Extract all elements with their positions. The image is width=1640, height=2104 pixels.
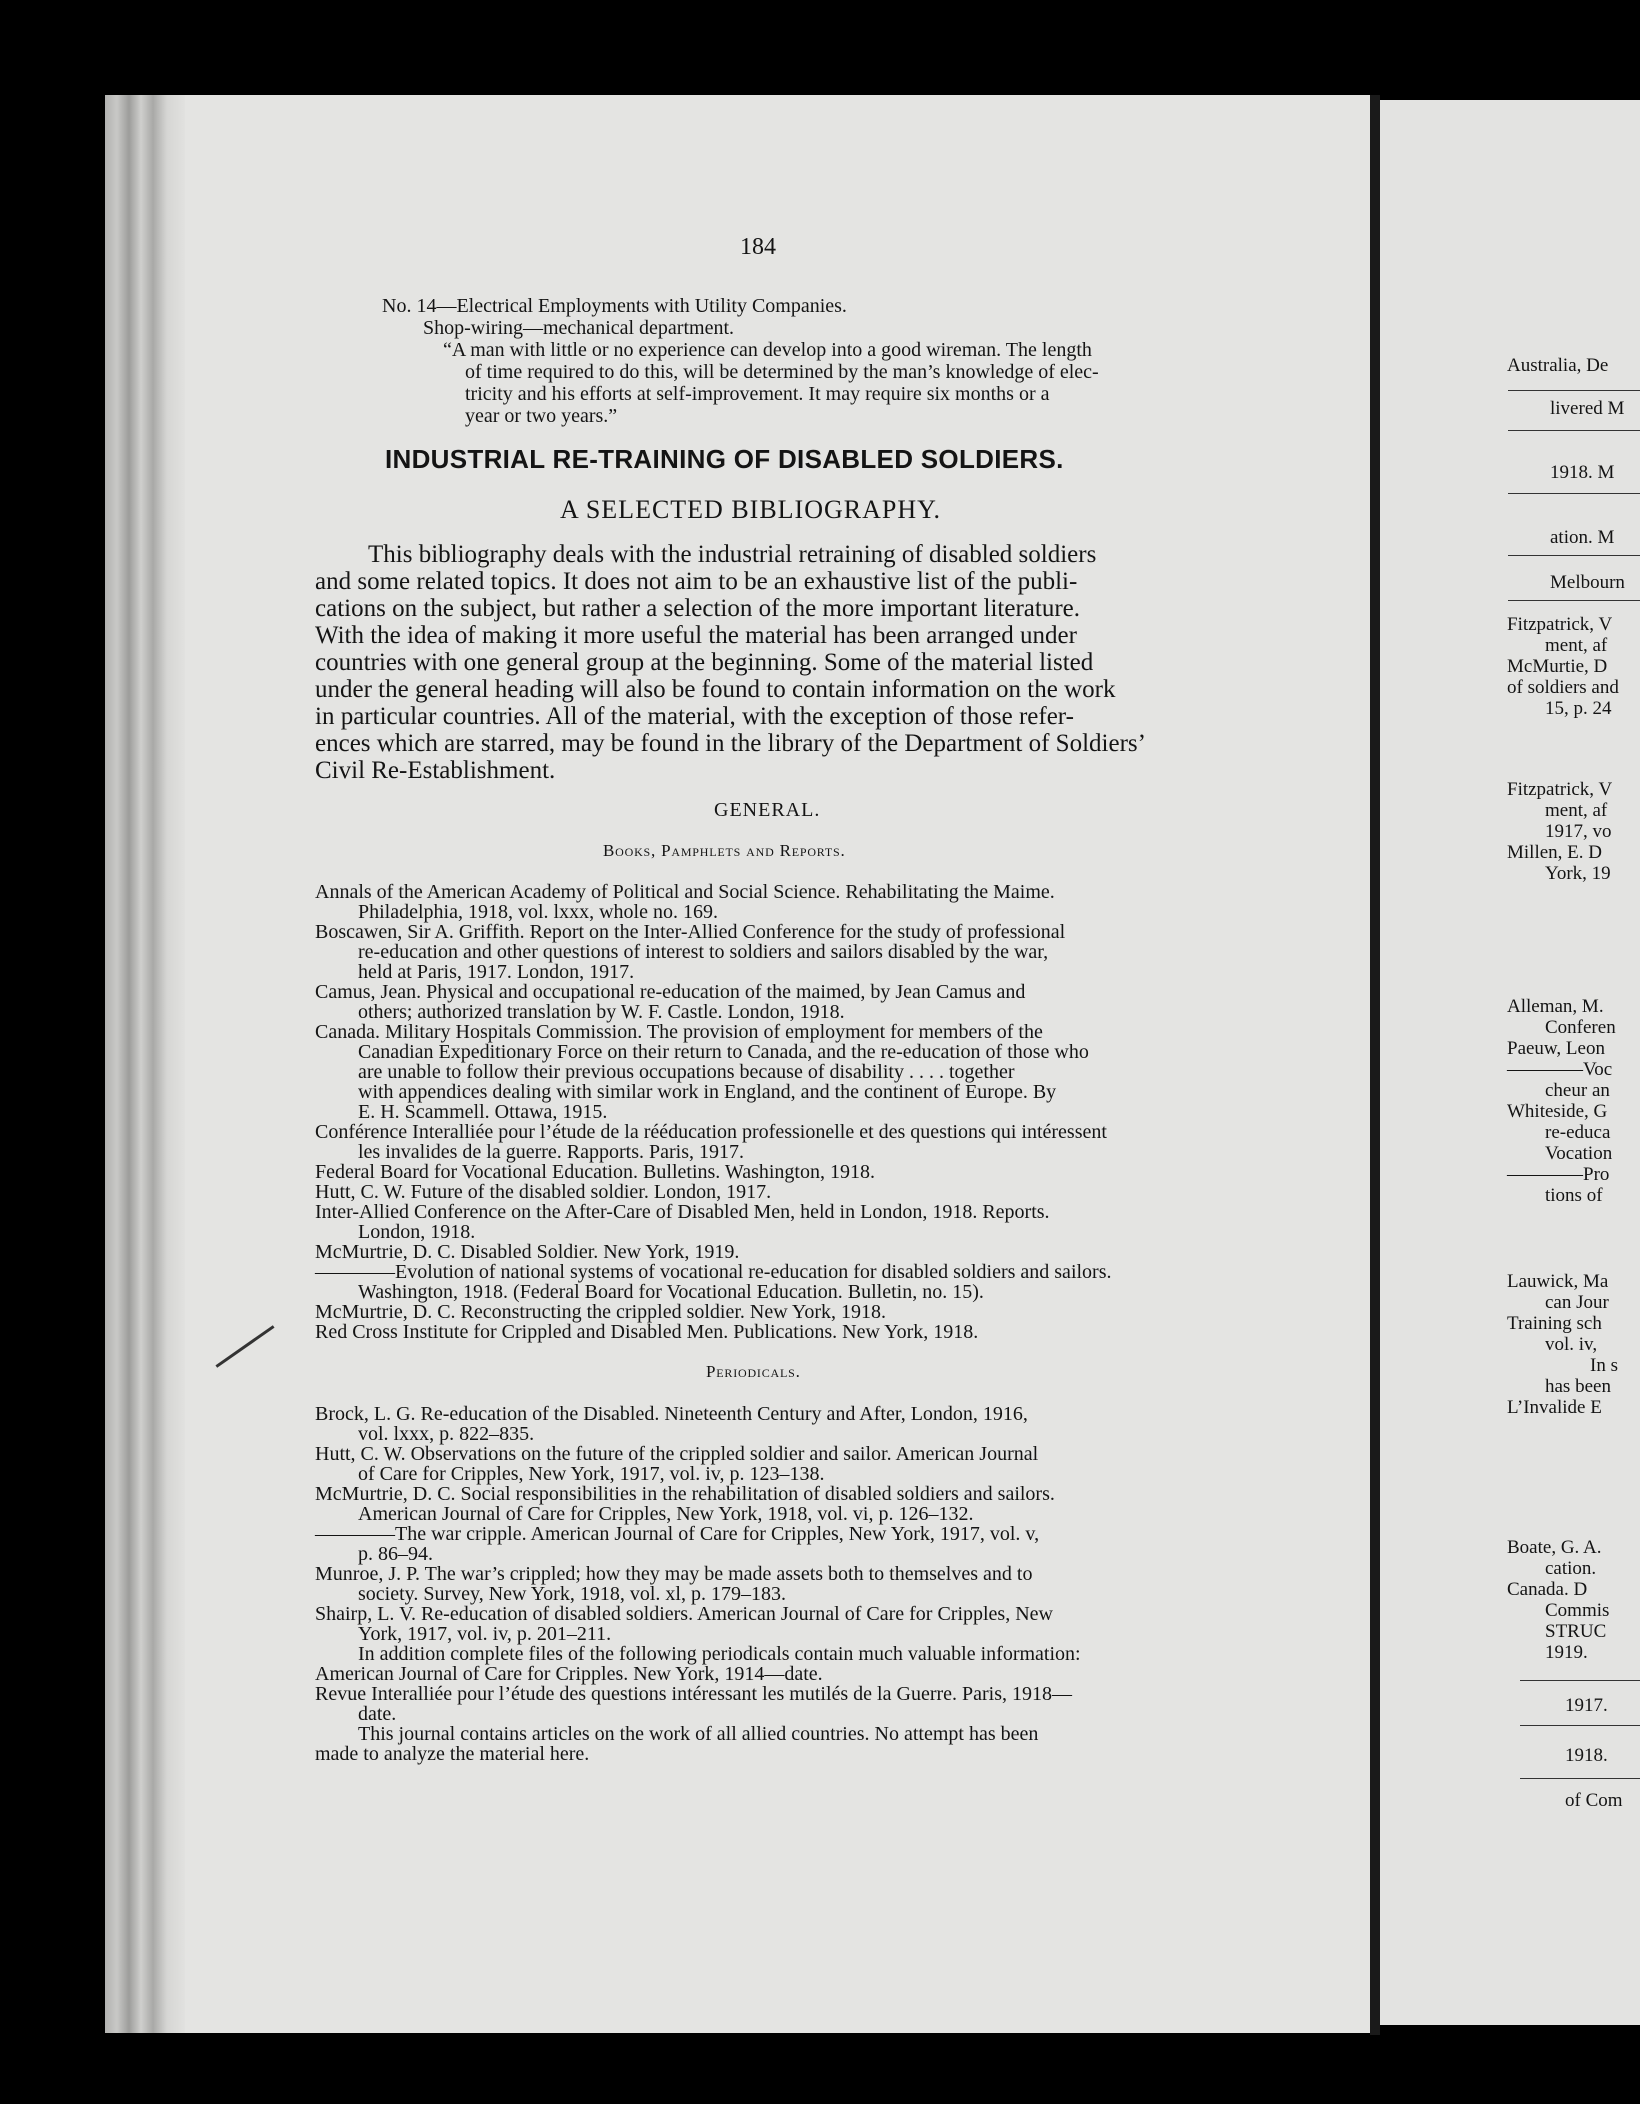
right-page-line: livered M	[1550, 398, 1625, 419]
paragraph-line: in particular countries. All of the material, with the exception of those refer-	[315, 703, 1074, 730]
periodical-entry: vol. lxxx, p. 822–835.	[358, 1423, 535, 1445]
paragraph-line: ences which are starred, may be found in the library of the Department of Soldiers’	[315, 730, 1146, 757]
bibliography-entry: held at Paris, 1917. London, 1917.	[358, 961, 635, 983]
table-rule	[1508, 390, 1640, 391]
right-page-line: Commis	[1545, 1600, 1610, 1621]
document-title: INDUSTRIAL RE-TRAINING OF DISABLED SOLDIERS.	[385, 444, 1064, 474]
right-page-line: Whiteside, G	[1507, 1101, 1608, 1122]
book-spine-edge	[105, 95, 185, 2033]
table-rule	[1508, 493, 1640, 494]
table-rule	[1520, 1680, 1640, 1681]
bibliography-entry: McMurtrie, D. C. Disabled Soldier. New York, 1919.	[315, 1241, 740, 1263]
right-page-line: has been	[1545, 1376, 1611, 1397]
right-page-line: 1917, vo	[1545, 821, 1612, 842]
right-page-line: Conferen	[1545, 1017, 1616, 1038]
right-page-line: 1919.	[1545, 1642, 1588, 1663]
right-page-line: of soldiers and	[1507, 677, 1619, 698]
periodical-entry: In addition complete files of the following periodicals contain much valuable information:	[358, 1643, 1081, 1665]
right-page-line: Millen, E. D	[1507, 842, 1602, 863]
periodical-entry: McMurtrie, D. C. Social responsibilities in the rehabilitation of disabled soldiers and sailors.	[315, 1483, 1055, 1505]
right-page-line: Fitzpatrick, V	[1507, 614, 1613, 635]
intro-line: of time required to do this, will be determined by the man’s knowledge of elec-	[465, 361, 1099, 383]
table-rule	[1508, 430, 1640, 431]
subheading-periodicals: Periodicals.	[706, 1362, 801, 1381]
right-page-fragment	[1380, 100, 1640, 2025]
periodical-entry: Revue Interalliée pour l’étude des questions intéressant les mutilés de la Guerre. Paris, 1918—	[315, 1683, 1073, 1705]
right-page-line: ment, af	[1545, 635, 1608, 656]
paragraph-line: under the general heading will also be found to contain information on the work	[315, 676, 1116, 703]
bibliography-entry: Washington, 1918. (Federal Board for Vocational Education. Bulletin, no. 15).	[358, 1281, 984, 1303]
periodical-entry: Munroe, J. P. The war’s crippled; how they may be made assets both to themselves and to	[315, 1563, 1033, 1585]
intro-line: year or two years.”	[465, 405, 618, 427]
right-page-line: ation. M	[1550, 527, 1615, 548]
bibliography-entry: Boscawen, Sir A. Griffith. Report on the Inter-Allied Conference for the study of professional	[315, 921, 1066, 943]
right-page-line: can Jour	[1545, 1292, 1609, 1313]
right-page-line: tions of	[1545, 1185, 1603, 1206]
right-page-line: ment, af	[1545, 800, 1608, 821]
right-page-line: vol. iv,	[1545, 1334, 1598, 1355]
periodical-entry: Hutt, C. W. Observations on the future of the crippled soldier and sailor. American Journal	[315, 1443, 1039, 1465]
right-page-line: Paeuw, Leon	[1507, 1038, 1605, 1059]
periodical-entry: ————The war cripple. American Journal of Care for Cripples, New York, 1917, vol. v,	[315, 1523, 1040, 1545]
bibliography-entry: others; authorized translation by W. F. Castle. London, 1918.	[358, 1001, 845, 1023]
section-heading-general: GENERAL.	[714, 799, 821, 821]
right-page-line: L’Invalide E	[1507, 1397, 1602, 1418]
paragraph-line: With the idea of making it more useful the material has been arranged under	[315, 622, 1077, 649]
right-page-line: 1918.	[1565, 1745, 1608, 1766]
bibliography-entry: are unable to follow their previous occupations because of disability . . . . together	[358, 1061, 1015, 1083]
right-page-line: Canada. D	[1507, 1579, 1588, 1600]
bibliography-entry: Annals of the American Academy of Political and Social Science. Rehabilitating the Maime.	[315, 881, 1055, 903]
bibliography-entry: Inter-Allied Conference on the After-Care of Disabled Men, held in London, 1918. Reports.	[315, 1201, 1050, 1223]
right-page-line: Lauwick, Ma	[1507, 1271, 1609, 1292]
right-page-line: cation.	[1545, 1558, 1597, 1579]
right-page-line: of Com	[1565, 1790, 1623, 1811]
table-rule	[1520, 1778, 1640, 1779]
bibliography-entry: Canada. Military Hospitals Commission. The provision of employment for members of the	[315, 1021, 1043, 1043]
periodical-entry: This journal contains articles on the work of all allied countries. No attempt has been	[358, 1723, 1039, 1745]
bibliography-entry: Conférence Interalliée pour l’étude de la rééducation professionelle et des questions qui intéressent	[315, 1121, 1107, 1143]
right-page-line: re-educa	[1545, 1122, 1611, 1143]
page-number: 184	[740, 234, 776, 260]
bibliography-entry: London, 1918.	[358, 1221, 476, 1243]
page-gutter	[1370, 95, 1380, 2035]
right-page-line: Melbourn	[1550, 572, 1625, 593]
right-page-line: In s	[1590, 1355, 1618, 1376]
periodical-entry: American Journal of Care for Cripples. New York, 1914—date.	[315, 1663, 823, 1685]
intro-line: tricity and his efforts at self-improvement. It may require six months or a	[465, 383, 1050, 405]
bibliography-entry: Red Cross Institute for Crippled and Disabled Men. Publications. New York, 1918.	[315, 1321, 979, 1343]
right-page-line: ————Pro	[1507, 1164, 1610, 1185]
right-page-line: Australia, De	[1507, 355, 1609, 376]
paragraph-line: cations on the subject, but rather a selection of the more important literature.	[315, 595, 1081, 622]
paragraph-line: This bibliography deals with the industrial retraining of disabled soldiers	[368, 541, 1097, 568]
bibliography-entry: McMurtrie, D. C. Reconstructing the crippled soldier. New York, 1918.	[315, 1301, 887, 1323]
right-page-line: Fitzpatrick, V	[1507, 779, 1613, 800]
right-page-line: Vocation	[1545, 1143, 1613, 1164]
bibliography-entry: Federal Board for Vocational Education. Bulletins. Washington, 1918.	[315, 1161, 875, 1183]
intro-line: No. 14—Electrical Employments with Utility Companies.	[382, 295, 847, 317]
bibliography-entry: ————Evolution of national systems of vocational re-education for disabled soldiers and sailors.	[315, 1261, 1112, 1283]
periodical-entry: Brock, L. G. Re-education of the Disabled. Nineteenth Century and After, London, 1916,	[315, 1403, 1028, 1425]
paragraph-line: countries with one general group at the beginning. Some of the material listed	[315, 649, 1094, 676]
periodical-entry: York, 1917, vol. iv, p. 201–211.	[358, 1623, 612, 1645]
right-page-line: Boate, G. A.	[1507, 1537, 1602, 1558]
bibliography-entry: Camus, Jean. Physical and occupational re-education of the maimed, by Jean Camus and	[315, 981, 1026, 1003]
periodical-entry: made to analyze the material here.	[315, 1743, 590, 1765]
bibliography-entry: Canadian Expeditionary Force on their return to Canada, and the re-education of those who	[358, 1041, 1089, 1063]
right-page-line: STRUC	[1545, 1621, 1607, 1642]
subheading-books: Books, Pamphlets and Reports.	[603, 841, 846, 860]
paragraph-line: Civil Re-Establishment.	[315, 757, 556, 784]
right-page-line: McMurtie, D	[1507, 656, 1608, 677]
table-rule	[1508, 600, 1640, 601]
bibliography-entry: Hutt, C. W. Future of the disabled soldier. London, 1917.	[315, 1181, 772, 1203]
table-rule	[1520, 1725, 1640, 1726]
right-page-line: 1918. M	[1550, 462, 1615, 483]
periodical-entry: of Care for Cripples, New York, 1917, vol. iv, p. 123–138.	[358, 1463, 825, 1485]
bibliography-entry: with appendices dealing with similar work in England, and the continent of Europe. By	[358, 1081, 1057, 1103]
right-page-line: ————Voc	[1507, 1059, 1613, 1080]
periodical-entry: Shairp, L. V. Re-education of disabled soldiers. American Journal of Care for Cripples, New	[315, 1603, 1053, 1625]
right-page-line: Alleman, M.	[1507, 996, 1604, 1017]
paragraph-line: and some related topics. It does not aim to be an exhaustive list of the publi-	[315, 568, 1078, 595]
bibliography-entry: Philadelphia, 1918, vol. lxxx, whole no. 169.	[358, 901, 718, 923]
periodical-entry: society. Survey, New York, 1918, vol. xl, p. 179–183.	[358, 1583, 786, 1605]
intro-line: Shop-wiring—mechanical department.	[423, 317, 735, 339]
right-page-line: cheur an	[1545, 1080, 1610, 1101]
periodical-entry: date.	[358, 1703, 397, 1725]
right-page-line: York, 19	[1545, 863, 1611, 884]
right-page-line: 15, p. 24	[1545, 698, 1612, 719]
periodical-entry: p. 86–94.	[358, 1543, 433, 1565]
bibliography-entry: les invalides de la guerre. Rapports. Paris, 1917.	[358, 1141, 745, 1163]
bibliography-entry: re-education and other questions of interest to soldiers and sailors disabled by the war,	[358, 941, 1049, 963]
document-subtitle: A SELECTED BIBLIOGRAPHY.	[560, 495, 942, 524]
bibliography-entry: E. H. Scammell. Ottawa, 1915.	[358, 1101, 608, 1123]
right-page-line: 1917.	[1565, 1695, 1608, 1716]
right-page-line: Training sch	[1507, 1313, 1602, 1334]
table-rule	[1508, 555, 1640, 556]
intro-line: “A man with little or no experience can develop into a good wireman. The length	[443, 339, 1092, 361]
periodical-entry: American Journal of Care for Cripples, New York, 1918, vol. vi, p. 126–132.	[358, 1503, 974, 1525]
